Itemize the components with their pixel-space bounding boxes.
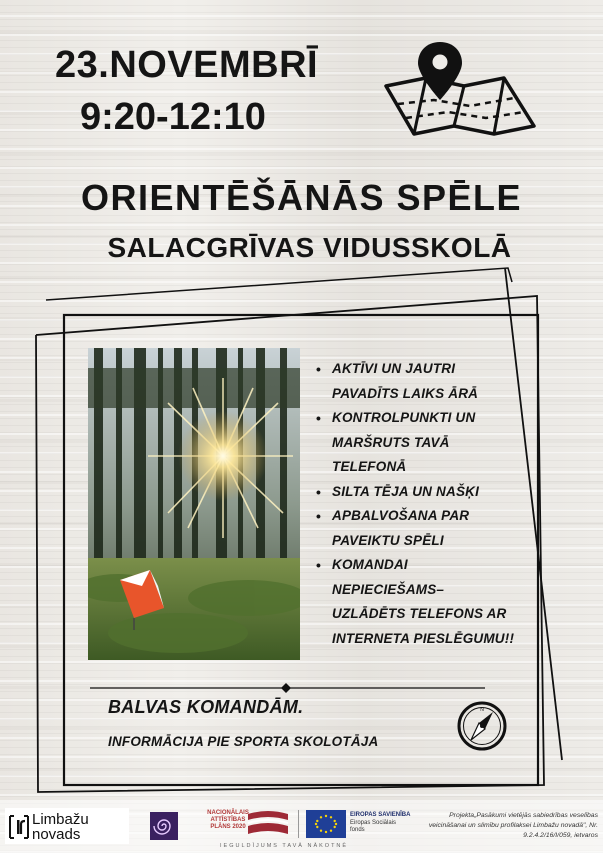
- eu-label: EIROPAS SAVIENĪBA: [350, 812, 411, 818]
- list-item-text: SILTA TĒJA UN NAŠĶI: [332, 483, 480, 499]
- info-text: INFORMĀCIJA PIE SPORTA SKOLOTĀJA: [108, 734, 379, 749]
- spiral-logo-icon: [150, 812, 178, 840]
- list-item-text: TELEFONĀ: [332, 459, 407, 474]
- list-item-text: PAVEIKTU SPĒLI: [332, 532, 444, 548]
- limbazu-name: [32, 812, 89, 842]
- list-item-text: KONTROLPUNKTI UN: [332, 410, 476, 425]
- list-item-text: KOMANDAI: [332, 557, 408, 572]
- benefit-list: [314, 357, 524, 651]
- project-note: [422, 811, 598, 841]
- eu-flag-icon: [306, 810, 346, 838]
- list-item-text: AKTĪVI UN JAUTRI: [332, 361, 456, 376]
- slogan: IEGULDĪJUMS TAVĀ NĀKOTNĒ: [220, 843, 349, 849]
- list-item: [314, 504, 524, 553]
- event-date: 23.NOVEMBRĪ: [55, 44, 319, 86]
- svg-text:N: N: [480, 707, 484, 713]
- project-note-line: veicināšanai un slimību profilaksei Limbažu novadā", Nr.: [428, 822, 598, 829]
- list-item-text: APBALVOŠANA PAR: [332, 508, 470, 523]
- list-item: [314, 480, 524, 505]
- limbazu-name-line: Limbažu: [32, 811, 89, 828]
- footer-divider: [298, 810, 299, 838]
- limbazu-name-line: novads: [32, 826, 81, 843]
- list-item: [314, 553, 524, 651]
- list-item: [314, 406, 524, 480]
- latvia-flag-icon: [246, 808, 290, 838]
- list-item-text: INTERNETA PIESLĒGUMU!!: [332, 630, 515, 646]
- list-item-text: UZLĀDĒTS TELEFONS AR: [332, 606, 507, 621]
- list-item-text: PAVADĪTS LAIKS ĀRĀ: [332, 385, 479, 401]
- project-note-line: Projekta„Pasākumi vietējās sabiedrības veselības: [449, 812, 598, 819]
- event-time: 9:20-12:10: [80, 96, 266, 138]
- esf-label-line: fonds: [350, 827, 365, 833]
- project-note-line: 9.2.4.2/16/I/059, ietvaros: [523, 832, 598, 839]
- event-title: ORIENTĒŠĀNĀS SPĒLE: [80, 177, 523, 218]
- divider-diamond-icon: [281, 683, 291, 693]
- prize-text: BALVAS KOMANDĀM.: [108, 697, 304, 717]
- forest-photo: [88, 348, 300, 660]
- national-plan-line: ATTĪSTĪBAS: [210, 817, 246, 823]
- compass-icon: [456, 700, 508, 752]
- esf-label: [350, 820, 410, 834]
- list-item: [314, 357, 524, 406]
- list-item-text: MARŠRUTS TAVĀ: [332, 434, 450, 450]
- event-location: SALACGRĪVAS VIDUSSKOLĀ: [107, 232, 512, 263]
- limbazu-emblem-icon: [8, 812, 30, 840]
- national-plan-line: PLĀNS 2020: [210, 824, 246, 830]
- national-plan-line: NACIONĀLAIS: [207, 810, 249, 816]
- esf-label-line: Eiropas Sociālais: [350, 820, 397, 826]
- list-item-text: NEPIECIEŠAMS–: [332, 581, 445, 597]
